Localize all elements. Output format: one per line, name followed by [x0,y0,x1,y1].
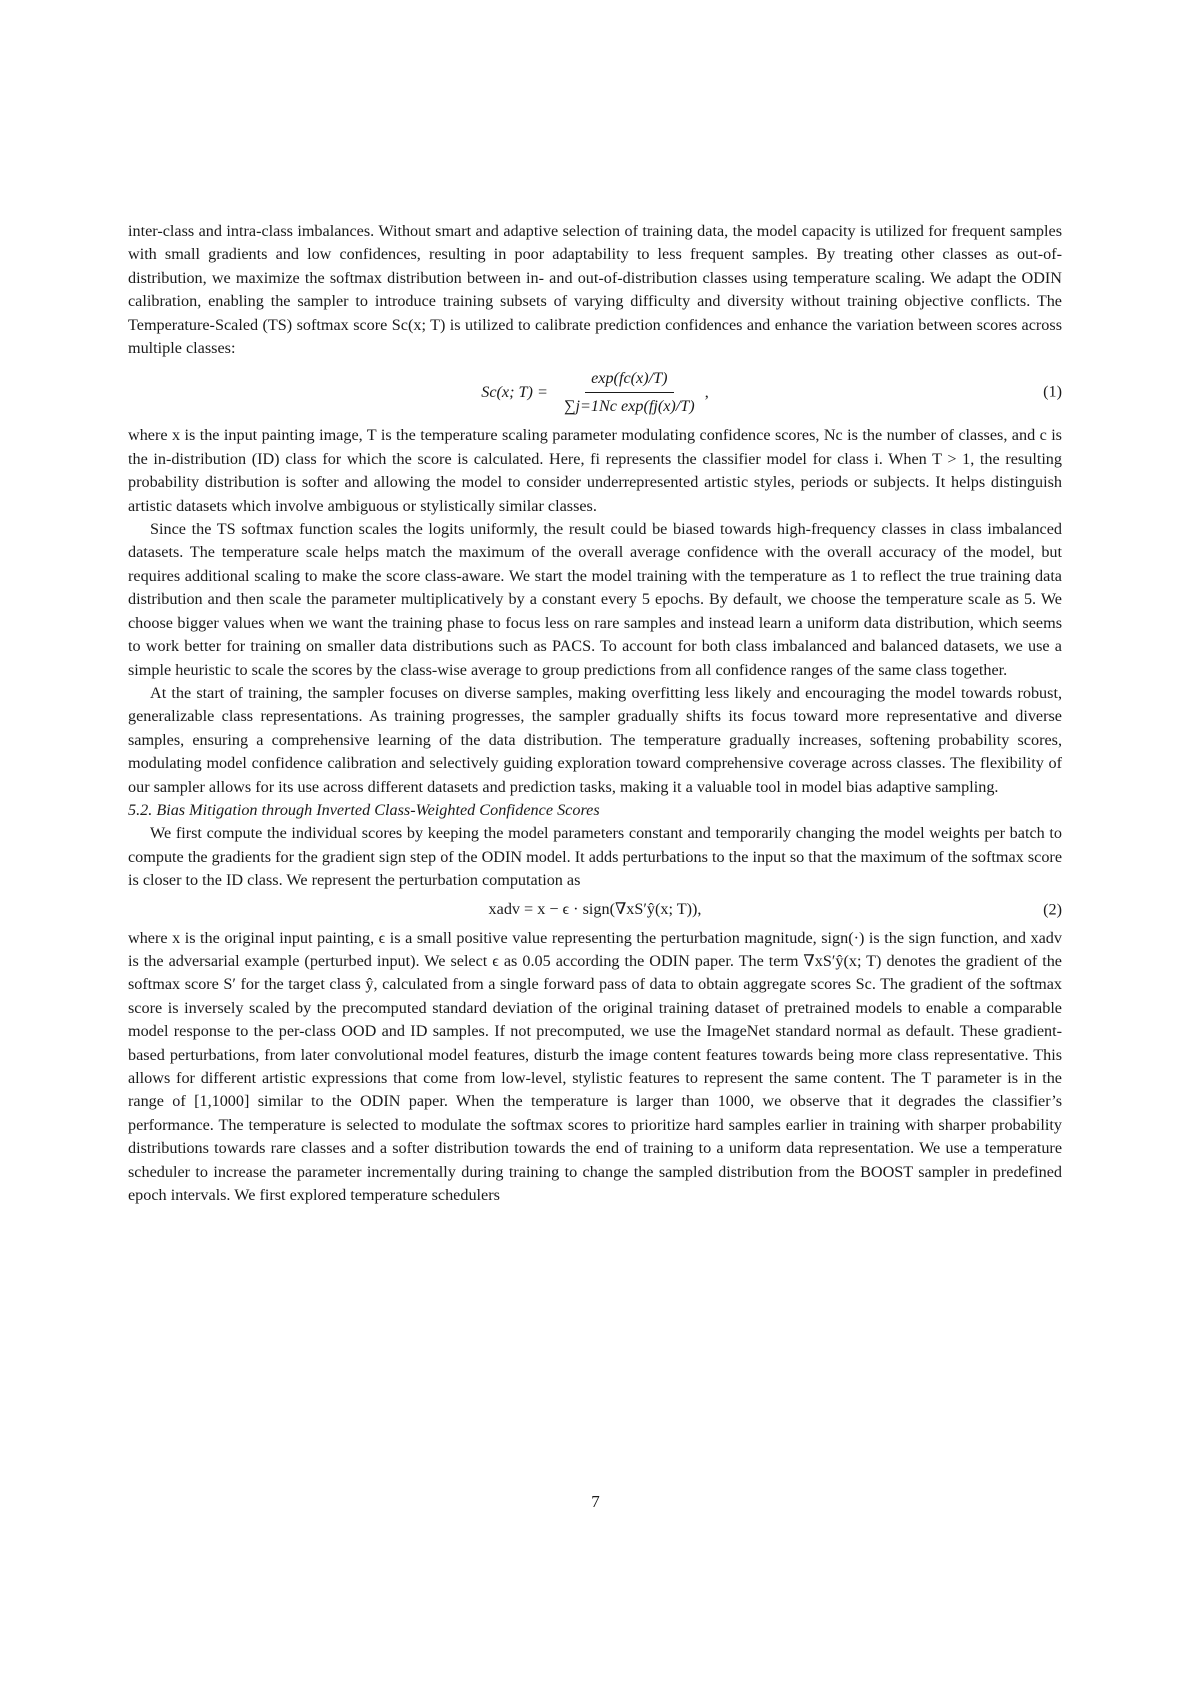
section-heading: 5.2. Bias Mitigation through Inverted Class-Weighted Confidence Scores [128,800,600,819]
equation-1 [128,360,1062,424]
paragraph-6: where x is the original input painting, ϵ is a small positive value representing the perturbation magnitude, sign(·) is the sign function, and xadv is the adversarial example (perturbed input). We select ϵ as 0.05 according the ODIN paper. The term ∇xS′ŷ(x; T) denotes the gradient of the softmax score S′ for the target class ŷ, calculated from a single forward pass of data to obtain aggregate scores Sc. The gradient of the softmax score is inversely scaled by the precomputed standard deviation of the original training dataset of pretrained models to enable a comparable model response to the per-class OOD and ID samples. If not precomputed, we use the ImageNet standard normal as default. These gradient-based perturbations, from later convolutional model features, disturb the image content features towards being more class representative. This allows for different artistic expressions that come from low-level, stylistic features to represent the same content. The T parameter is in the range of [1,1000] similar to the ODIN paper. When the temperature is larger than 1000, we observe that it degrades the classifier’s performance. The temperature is selected to modulate the softmax scores to prioritize hard samples earlier in training with sharper probability distributions towards rare classes and a softer distribution towards the end of training to a uniform data representation. We use a temperature scheduler to increase the parameter incrementally during training to change the sampled distribution from the BOOST sampler in predefined epoch intervals. We first explored temperature schedulers [128,928,1062,1205]
paragraph-3: Since the TS softmax function scales the logits uniformly, the result could be biased towards high-frequency classes in class imbalanced datasets. The temperature scale helps match the maximum of the overall average confidence with the overall accuracy of the model, but requires additional scaling to make the score class-aware. We start the model training with the temperature as 1 to reflect the true training data distribution and then scale the parameter multiplicatively by a constant every 5 epochs. By default, we choose the temperature scale as 5. We choose bigger values when we want the training phase to focus less on rare samples and instead learn a uniform data distribution, which seems to work better for training on smaller data distributions such as PACS. To account for both class imbalanced and balanced datasets, we use a simple heuristic to scale the scores by the class-wise average to group predictions from all confidence ranges of the same class together. [128,520,1062,679]
paragraph-4: At the start of training, the sampler focuses on diverse samples, making overfitting less likely and encouraging the model towards robust, generalizable class representations. As training progresses, the sampler gradually shifts its focus toward more representative and diverse samples, ensuring a comprehensive learning of the data distribution. The temperature gradually increases, softening probability scores, modulating model confidence calibration and selectively guiding exploration toward comprehensive coverage across classes. The flexibility of our sampler allows for its use across different datasets and prediction tasks, making it a valuable tool in model bias adaptive sampling. [128,683,1062,796]
page-number: 7 [591,1492,600,1511]
equation-1-denominator: ∑j=1Nc exp(fj(x)/T) [563,396,695,415]
page-body [128,220,1062,1207]
equation-1-fraction [558,367,701,419]
paragraph-1: inter-class and intra-class imbalances. Without smart and adaptive selection of training data, the model capacity is utilized for frequent samples with small gradients and low confidences, resulting in poor adaptability to less frequent samples. By treating other classes as out-of-distribution, we maximize the softmax distribution between in- and out-of-distribution classes using temperature scaling. We adapt the ODIN calibration, enabling the sampler to introduce training subsets of varying difficulty and diversity without training objective conflicts. The Temperature-Scaled (TS) softmax score Sc(x; T) is utilized to calibrate prediction confidences and enhance the variation between scores across multiple classes: [128,222,1062,358]
equation-2-body: xadv = x − ϵ · sign(∇xS′ŷ(x; T)), [488,899,702,918]
equation-1-numerator: exp(fc(x)/T) [585,367,673,393]
equation-1-trail: , [704,382,709,401]
equation-1-lhs: Sc(x; T) = [481,382,548,401]
equation-2 [128,893,1062,927]
paragraph-2: where x is the input painting image, T is the temperature scaling parameter modulating confidence scores, Nc is the number of classes, and c is the in-distribution (ID) class for which the score is calculated. Here, fi represents the classifier model for class i. When T > 1, the resulting probability distribution is softer and allowing the model to consider underrepresented artistic styles, periods or subjects. It helps distinguish artistic datasets which involve ambiguous or stylistically similar classes. [128,426,1062,515]
paragraph-5: We first compute the individual scores by keeping the model parameters constant and temporarily changing the model weights per batch to compute the gradients for the gradient sign step of the ODIN model. It adds perturbations to the input so that the maximum of the softmax score is closer to the ID class. We represent the perturbation computation as [128,824,1062,890]
equation-1-number: (1) [1043,382,1062,401]
equation-2-number: (2) [1043,899,1062,918]
